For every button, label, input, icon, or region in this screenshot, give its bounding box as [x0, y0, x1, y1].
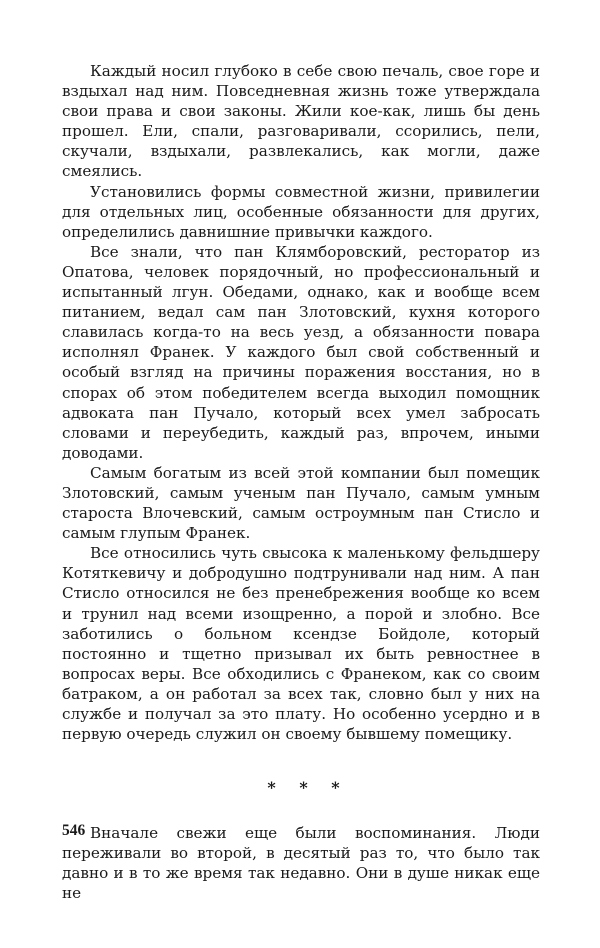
paragraph-2: Установились формы совместной жизни, привилегии для отдельных лиц, особенные обязанности для других, определились давнишние привычки каждого. [62, 182, 540, 241]
paragraph-1: Каждый носил глубоко в себе свою печаль, свое горе и вздыхал над ним. Повседневная жизнь тоже утверждала свои права и свои законы. Жили кое-как, лишь бы день прошел. Ели, спали, разговаривали, ссорились, пели, скучали, вздыхали, развлекались, как могли, даже смеялись. [62, 62, 540, 181]
section-separator: * * * [267, 778, 349, 798]
paragraph-6: Вначале свежи еще были воспоминания. Люди переживали во второй, в десятый раз то, что было так давно и в то же время так недавно. Они в душе никак еще не [62, 824, 540, 903]
text-block-bottom [62, 823, 540, 903]
paragraph-5: Все относились чуть свысока к маленькому фельдшеру Котяткевичу и добродушно подтрунивали над ним. А пан Стисло относился не без пренебрежения вообще ко всем и трунил над всеми изощренно, а порой и злобно. Все заботились о больном ксендзе Бойдоле, который постоянно и тщетно призывал их быть ревностнее в вопросах веры. Все обходились с Франеком, как со своим батраком, а он работал за всех так, словно был у них на службе и получал за это плату. Но особенно усердно и в первую очередь служил он своему бывшему помещику. [62, 544, 540, 744]
paragraph-3: Все знали, что пан Клямборовский, ресторатор из Опатова, человек порядочный, но профессиональный и испытанный лгун. Обедами, однако, как и вообще всем питанием, ведал сам пан Злотовский, кухня которого славилась когда-то на весь уезд, а обязанности повара исполнял Франек. У каждого был свой собственный и особый взгляд на причины поражения восстания, но в спорах об этом победителем всегда выходил помощник адвоката пан Пучало, который всех умел забросать словами и переубедить, каждый раз, впрочем, иными доводами. [62, 242, 540, 462]
paragraph-4: Самым богатым из всей этой компании был помещик Злотовский, самым ученым пан Пучало, самым умным староста Влочевский, самым остроумным пан Стисло и самым глупым Франек. [62, 463, 540, 543]
page-content [62, 61, 540, 904]
page-number: 546 [62, 822, 86, 839]
text-block-top [62, 61, 540, 744]
